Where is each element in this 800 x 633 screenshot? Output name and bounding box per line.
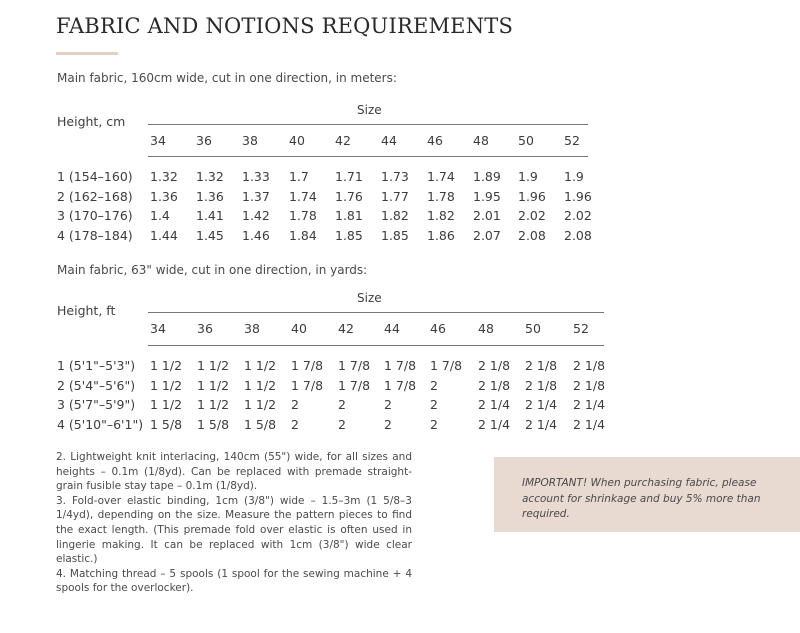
size-header-cell: 40: [289, 133, 305, 148]
size-header-cell: 50: [518, 133, 534, 148]
table-cell: 1.36: [196, 188, 224, 204]
table-cell: 1.96: [564, 188, 592, 204]
size-header-cell: 44: [384, 321, 400, 336]
size-header-cell: 46: [427, 133, 443, 148]
size-header-cell: 36: [196, 133, 212, 148]
table-cm-row-header: Height, cm: [57, 114, 126, 129]
row-label: 1 (5'1"–5'3"): [57, 358, 136, 373]
size-header-cell: 34: [150, 321, 166, 336]
table-cell: 1.45: [196, 227, 224, 243]
size-header-cell: 48: [473, 133, 489, 148]
table-cell: 2: [384, 416, 392, 432]
table-cell: 1.74: [427, 169, 455, 184]
table-cell: 1.37: [242, 188, 270, 204]
table-ft-body-rule: [148, 345, 604, 346]
size-header-cell: 42: [335, 133, 351, 148]
table-cell: 1 1/2: [150, 358, 183, 373]
table-cell: 1.44: [150, 227, 178, 243]
table-cell: 1.33: [242, 169, 270, 184]
table-cell: 1.82: [427, 208, 455, 223]
table-cell: 1.78: [289, 208, 317, 223]
table-cell: 2: [291, 416, 299, 432]
table-cell: 2 1/8: [573, 377, 606, 393]
table-ft-size-label: Size: [357, 291, 382, 305]
table-cell: 2: [338, 397, 346, 412]
important-notice-box: [494, 457, 800, 532]
table-cell: 1.77: [381, 188, 409, 204]
table-cell: 2.08: [518, 227, 546, 243]
table-cell: 1 1/2: [197, 377, 230, 393]
important-notice-text: IMPORTANT! When purchasing fabric, please account for shrinkage and buy 5% more than required.: [522, 477, 761, 520]
note-item: 3. Fold-over elastic binding, 1cm (3/8") wide – 1.5–3m (1 5/8–3 1/4yd), depending on the size. Measure the pattern pieces to find the exact length. (This premade fold over elastic is often used in lingerie making. It can be replaced with 1cm (3/8") wide clear elastic.): [56, 494, 412, 566]
table-cell: 1 5/8: [244, 416, 277, 432]
row-label: 2 (162–168): [57, 188, 133, 204]
table-cell: 1.41: [196, 208, 224, 223]
table-cell: 1.9: [564, 169, 584, 184]
table-cell: 1.46: [242, 227, 270, 243]
note-item: 2. Lightweight knit interlacing, 140cm (55") wide, for all sizes and heights – 0.1m (1/8yd). Can be replaced with premade straight-grain fusible stay tape – 0.1m (1/8yd).: [56, 451, 412, 493]
table-cell: 1.89: [473, 169, 501, 184]
table-cell: 1.84: [289, 227, 317, 243]
table-cell: 1.32: [150, 169, 178, 184]
table-cell: 2 1/4: [525, 397, 558, 412]
table-cell: 1.9: [518, 169, 538, 184]
size-header-cell: 52: [573, 321, 589, 336]
table-cell: 2.02: [564, 208, 592, 223]
table-row: [0, 189, 800, 207]
table-cell: 2: [430, 397, 438, 412]
table-cell: 2: [384, 397, 392, 412]
table-cell: 1.81: [335, 208, 363, 223]
row-label: 4 (178–184): [57, 227, 133, 243]
table-cell: 1.85: [381, 227, 409, 243]
table-cell: 2.02: [518, 208, 546, 223]
table-cell: 1.71: [335, 169, 363, 184]
table-cell: 2 1/4: [478, 416, 511, 432]
row-label: 4 (5'10"–6'1"): [57, 416, 144, 432]
table-cell: 1.73: [381, 169, 409, 184]
table-ft-caption: Main fabric, 63" wide, cut in one direction, in yards:: [57, 263, 368, 277]
table-cell: 2 1/8: [525, 358, 558, 373]
size-header-cell: 52: [564, 133, 580, 148]
page-title: FABRIC AND NOTIONS REQUIREMENTS: [56, 14, 514, 38]
table-row: [0, 169, 800, 187]
table-cell: 2: [338, 416, 346, 432]
table-cm-sizes-row: [0, 133, 800, 151]
title-accent-bar: [56, 52, 118, 55]
table-cell: 1.32: [196, 169, 224, 184]
table-cell: 1 7/8: [291, 358, 324, 373]
table-cell: 1.85: [335, 227, 363, 243]
table-cell: 2: [291, 397, 299, 412]
size-header-cell: 40: [291, 321, 307, 336]
size-header-cell: 50: [525, 321, 541, 336]
table-cell: 1 1/2: [244, 358, 277, 373]
table-cell: 2 1/4: [478, 397, 511, 412]
table-cell: 2 1/4: [573, 416, 606, 432]
table-cell: 2: [430, 416, 438, 432]
table-cell: 1 1/2: [150, 377, 183, 393]
row-label: 3 (5'7"–5'9"): [57, 397, 136, 412]
table-row: [0, 358, 800, 376]
size-header-cell: 48: [478, 321, 494, 336]
note-item: 4. Matching thread – 5 spools (1 spool for the sewing machine + 4 spools for the overlocker).: [56, 567, 412, 595]
table-cm-caption: Main fabric, 160cm wide, cut in one direction, in meters:: [57, 71, 397, 85]
table-cell: 2 1/8: [573, 358, 606, 373]
size-header-cell: 38: [242, 133, 258, 148]
table-cell: 1 7/8: [384, 358, 417, 373]
table-row: [0, 228, 800, 246]
table-row: [0, 378, 800, 396]
table-cell: 2 1/8: [525, 377, 558, 393]
table-cell: 2: [430, 377, 438, 393]
table-cell: 1 5/8: [197, 416, 230, 432]
table-cell: 1.74: [289, 188, 317, 204]
table-row: [0, 397, 800, 415]
table-cell: 1.96: [518, 188, 546, 204]
table-cell: 1 5/8: [150, 416, 183, 432]
table-cm-size-label: Size: [357, 103, 382, 117]
table-cell: 2 1/8: [478, 377, 511, 393]
size-header-cell: 36: [197, 321, 213, 336]
size-header-cell: 42: [338, 321, 354, 336]
table-cell: 1 1/2: [150, 397, 183, 412]
table-cell: 1 1/2: [197, 397, 230, 412]
table-cell: 1 7/8: [338, 358, 371, 373]
table-cell: 1.7: [289, 169, 309, 184]
table-cell: 1.36: [150, 188, 178, 204]
table-cell: 1 7/8: [430, 358, 463, 373]
table-cell: 1.78: [427, 188, 455, 204]
table-cell: 2.08: [564, 227, 592, 243]
table-cell: 1.76: [335, 188, 363, 204]
table-cell: 1.82: [381, 208, 409, 223]
table-cell: 1.95: [473, 188, 501, 204]
table-cell: 1 7/8: [338, 377, 371, 393]
table-cell: 1.4: [150, 208, 170, 223]
table-cell: 1.42: [242, 208, 270, 223]
table-ft-row-header: Height, ft: [57, 303, 116, 318]
size-header-cell: 44: [381, 133, 397, 148]
table-cell: 2.01: [473, 208, 501, 223]
table-row: [0, 417, 800, 435]
table-cell: 1 7/8: [291, 377, 324, 393]
table-cell: 1 7/8: [384, 377, 417, 393]
row-label: 2 (5'4"–5'6"): [57, 377, 136, 393]
row-label: 3 (170–176): [57, 208, 133, 223]
table-cell: 2 1/4: [525, 416, 558, 432]
table-cell: 1 1/2: [197, 358, 230, 373]
notes-list: [56, 450, 412, 596]
size-header-cell: 34: [150, 133, 166, 148]
table-cell: 2 1/8: [478, 358, 511, 373]
table-cell: 1.86: [427, 227, 455, 243]
table-ft-header-rule: [148, 312, 604, 313]
table-ft-sizes-row: [0, 321, 800, 339]
table-cm-header-rule: [148, 124, 588, 125]
table-cell: 2.07: [473, 227, 501, 243]
size-header-cell: 46: [430, 321, 446, 336]
table-cell: 1 1/2: [244, 377, 277, 393]
table-cell: 2 1/4: [573, 397, 606, 412]
table-cell: 1 1/2: [244, 397, 277, 412]
size-header-cell: 38: [244, 321, 260, 336]
table-row: [0, 208, 800, 226]
table-cm-body-rule: [148, 156, 588, 157]
row-label: 1 (154–160): [57, 169, 133, 184]
